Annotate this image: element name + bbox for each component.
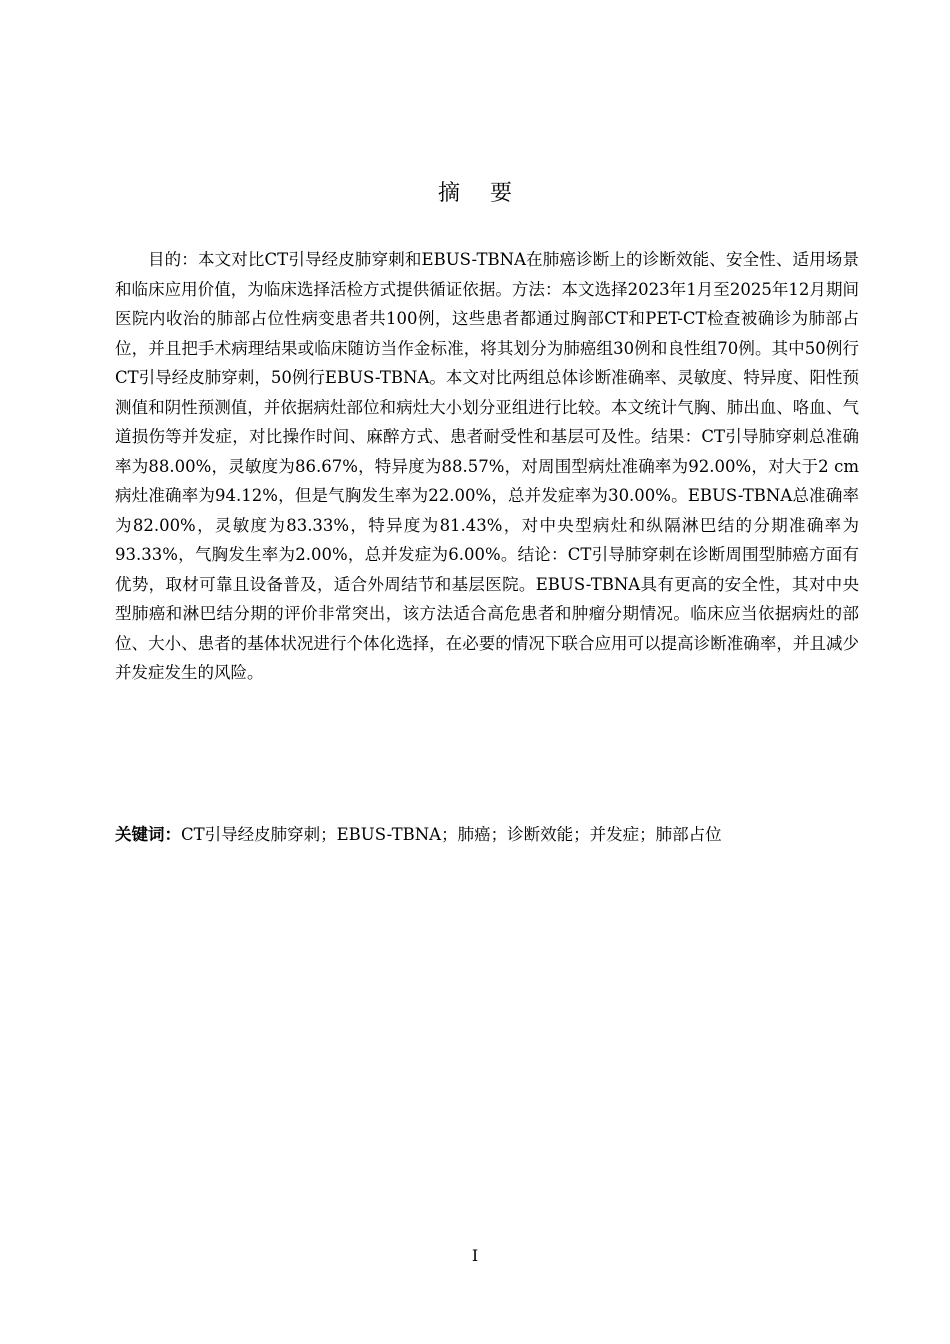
- keywords-label: 关键词：: [115, 825, 181, 844]
- page-number: I: [471, 1246, 479, 1265]
- abstract-heading: 摘要: [437, 181, 542, 206]
- abstract-body: 目的：本文对比CT引导经皮肺穿刺和EBUS-TBNA在肺癌诊断上的诊断效能、安全性、适用场景和临床应用价值，为临床选择活检方式提供循证依据。方法：本文选择2023年1月至2025年12月期间医院内收治的肺部占位性病变患者共100例，这些患者都通过胸部CT和PET-CT检查被确诊为肺部占位，并且把手术病理结果或临床随访当作金标准，将其划分为肺癌组30例和良性组70例。其中50例行CT引导经皮肺穿刺，50例行EBUS-TBNA。本文对比两组总体诊断准确率、灵敏度、特异度、阳性预测值和阴性预测值，并依据病灶部位和病灶大小划分亚组进行比较。本文统计气胸、肺出血、咯血、气道损伤等并发症，对比操作时间、麻醉方式、患者耐受性和基层可及性。结果：CT引导肺穿刺总准确率为88.00%，灵敏度为86.67%，特异度为88.57%，对周围型病灶准确率为92.00%，对大于2 cm病灶准确率为94.12%，但是气胸发生率为22.00%，总并发症率为30.00%。EBUS-TBNA总准确率为82.00%，灵敏度为83.33%，特异度为81.43%，对中央型病灶和纵隔淋巴结的分期准确率为93.33%，气胸发生率为2.00%，总并发症为6.00%。结论：CT引导肺穿刺在诊断周围型肺癌方面有优势，取材可靠且设备普及，适合外周结节和基层医院。EBUS-TBNA具有更高的安全性，其对中央型肺癌和淋巴结分期的评价非常突出，该方法适合高危患者和肿瘤分期情况。临床应当依据病灶的部位、大小、患者的基体状况进行个体化选择，在必要的情况下联合应用可以提高诊断准确率，并且减少并发症发生的风险。: [115, 250, 859, 682]
- keywords-line: [115, 820, 859, 850]
- keywords-text: CT引导经皮肺穿刺；EBUS-TBNA；肺癌；诊断效能；并发症；肺部占位: [181, 825, 722, 844]
